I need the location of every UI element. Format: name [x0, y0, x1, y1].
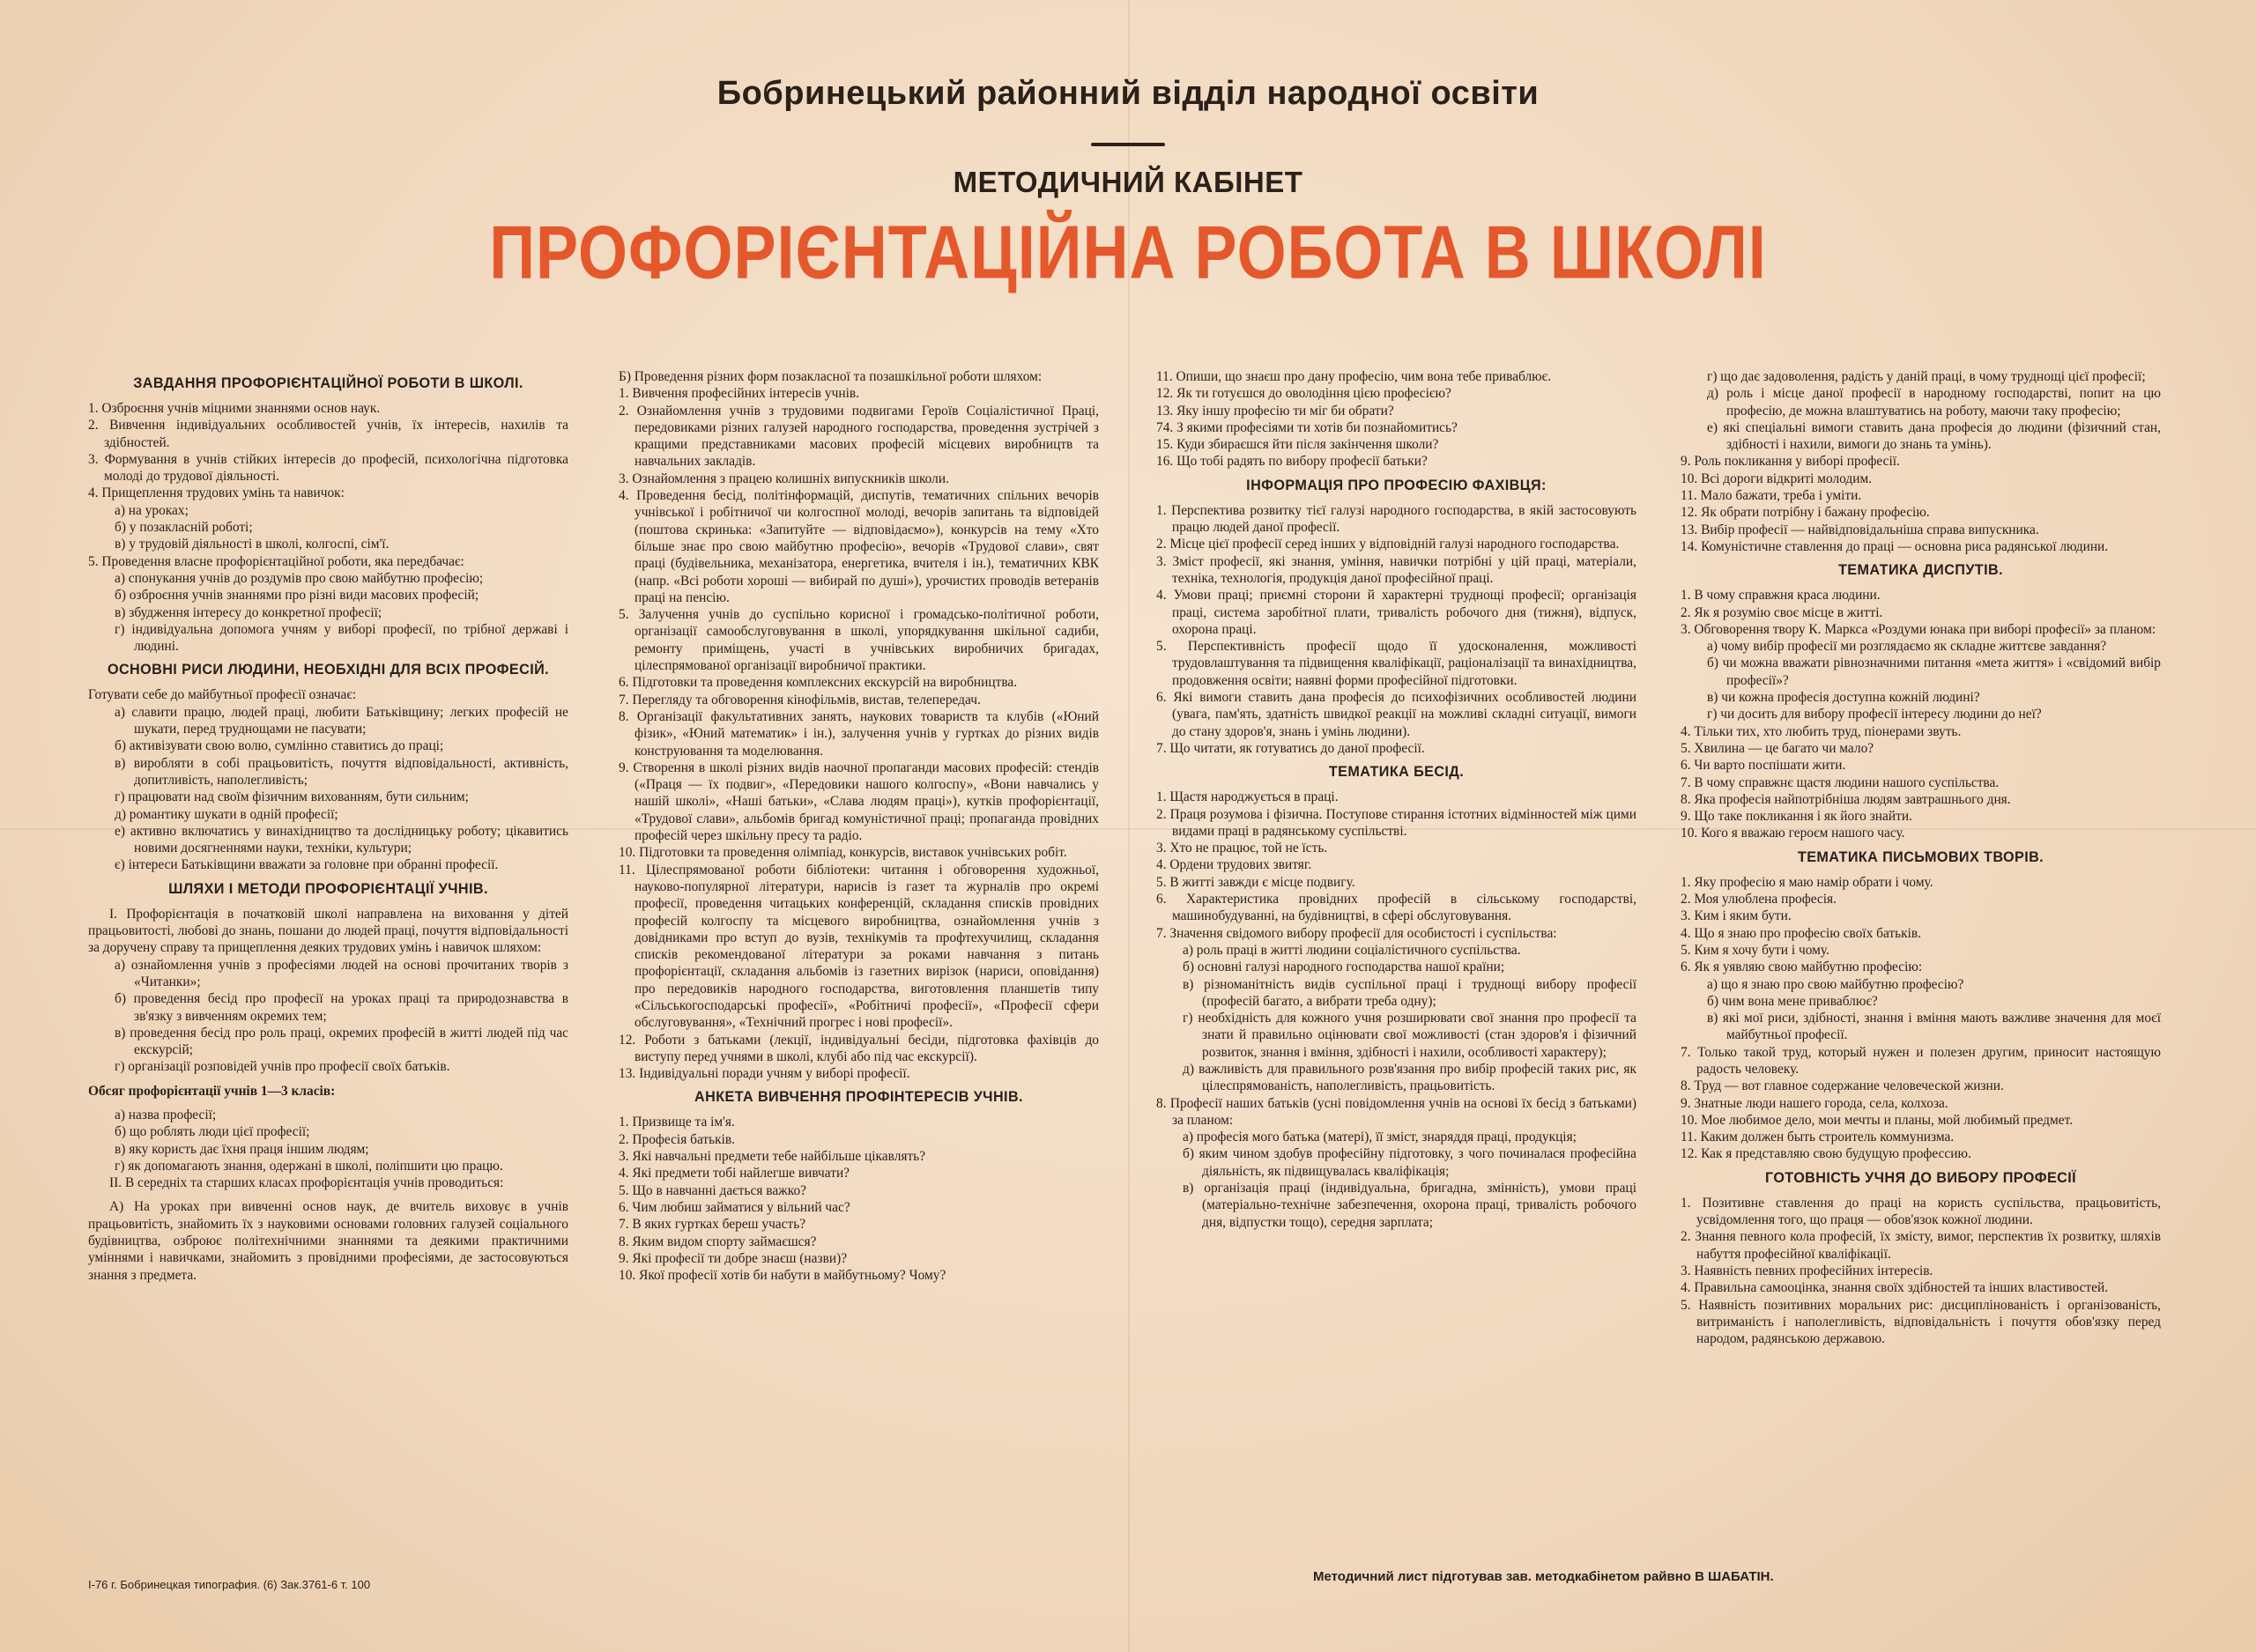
paragraph: II. В середніх та старших класах профорієнтація учнів проводиться: [109, 1175, 504, 1191]
list-item: 2. Моя улюблена професія. [1681, 892, 1837, 907]
list-item: 4. Які предмети тобі найлегше вивчати? [619, 1166, 850, 1182]
sub-item: б) проведення бесід про професії на уроках праці та природознавства в зв'язку з вивченням окремих тем; [115, 991, 568, 1024]
list-item: 3. Формування в учнів стійких інтересів до професій, психологічна підготовка молоді до трудової діяльності. [88, 451, 568, 485]
section-heading: ТЕМАТИКА ДИСПУТІВ. [1838, 562, 2003, 579]
organization-name: Бобринецький районний відділ народної освіти [716, 75, 1540, 112]
sub-item: д) роль і місце даної професії в народному господарстві, попит на цю професію, де можна влаштуватись на роботу, маючи таку професію; [1707, 386, 2161, 419]
list-item: 15. Куди збираєшся йти після закінчення школи? [1156, 437, 1439, 453]
list-item: 7. Значення свідомого вибору професії для особистості і суспільства: [1156, 925, 1557, 941]
list-item: 7. В чому справжнє щастя людини нашого суспільства. [1681, 774, 2000, 790]
list-item: 1. Яку професію я маю намір обрати і чому. [1681, 874, 1933, 890]
paragraph: І. Профорієнтація в початковій школі направлена на виховання у дітей працьовитості, любові до знань, пошани до людей праці, почуття відповідальності за доручену справу та прищеплення деяких трудових умінь і навичок шляхом: [88, 906, 568, 956]
list-item: 4. Тільки тих, хто любить труд, піонерами звуть. [1681, 723, 1962, 739]
list-item: 10. Всі дороги відкриті молодим. [1681, 470, 1873, 486]
list-item: 3. Які навчальні предмети тебе найбільше цікавлять? [619, 1149, 926, 1165]
sub-item: в) збудження інтересу до конкретної професії; [115, 604, 382, 620]
sub-item: а) назва професії; [115, 1107, 217, 1122]
list-item: 5. Проведення власне профорієнтаційної роботи, яка передбачає: [88, 553, 464, 569]
list-item: 11. Каким должен быть строитель коммунизма. [1681, 1130, 1955, 1145]
sub-item: д) романтику шукати в одній професії; [115, 806, 338, 822]
sub-item: г) працювати над своїм фізичним вихованням, бути сильним; [115, 789, 469, 805]
section-heading: ШЛЯХИ І МЕТОДИ ПРОФОРІЄНТАЦІЇ УЧНІВ. [168, 880, 488, 897]
sub-item: є) інтереси Батьківщини вважати за головне при обранні професії. [115, 857, 499, 873]
list-item: 7. В яких гуртках береш участь? [619, 1217, 806, 1233]
list-item: 12. Как я представляю свою будущую профессию. [1681, 1146, 1971, 1162]
list-item: 7. Що читати, як готуватись до даної професії. [1156, 740, 1425, 756]
list-item: 3. Наявність певних професійних інтересів. [1681, 1263, 1933, 1278]
list-item: 5. Хвилина — це багато чи мало? [1681, 740, 1874, 756]
list-item: 14. Комуністичне ставлення до праці — основна риса радянської людини. [1681, 538, 2109, 554]
list-item: 3. Хто не працює, той не їсть. [1156, 841, 1328, 856]
section-heading: ТЕМАТИКА ПИСЬМОВИХ ТВОРІВ. [1797, 848, 2044, 865]
paragraph: Готувати себе до майбутньої професії означає: [88, 687, 357, 703]
list-item: 10. Кого я вважаю героєм нашого часу. [1681, 826, 1905, 841]
list-item: 4. Проведення бесід, політінформацій, диспутів, тематичних спільних вечорів учнівської і робітничої чи колгоспної молоді, вечорів запитань та відповідей (поштова скринька: «Запитуйте — відповідаємо»), конкурсів на тему «Хто більше знає про свою майбутню професію», вечорів «Трудової слави», свят праці (будівельника, механізатора, енергетика, вчителя і ін.), тематичних КВК (напр. «Всі роботи хороші — вибирай по душі»), урочистих проводів ветеранів праці на пенсію. [619, 488, 1099, 605]
sub-item: а) спонукання учнів до роздумів про свою майбутню професію; [115, 570, 484, 586]
sub-item: а) що я знаю про свою майбутню професію? [1707, 976, 1964, 992]
list-item: 4. Що я знаю про професію своїх батьків. [1681, 925, 1922, 941]
sub-item: б) яким чином здобув професійну підготовку, з чого починалася професійна діяльність, як підвищувалась кваліфікація; [1183, 1146, 1636, 1179]
sub-item: а) роль праці в житті людини соціалістичного суспільства. [1183, 942, 1521, 958]
list-item: 8. Труд — вот главное содержание человеческой жизни. [1681, 1078, 2004, 1094]
list-item: 13. Вибір професії — найвідповідальніша справа випускника. [1681, 522, 2039, 537]
text-column-1 [88, 368, 568, 1284]
sub-item: а) ознайомлення учнів з професіями людей на основі прочитаних творів з «Читанки»; [115, 957, 568, 989]
list-item: 2. Професія батьків. [619, 1131, 735, 1147]
list-item: 3. Ознайомлення з працею колишніх випускників школи. [619, 470, 949, 486]
list-item: 11. Опиши, що знаєш про дану професію, чим вона тебе приваблює. [1156, 369, 1552, 384]
list-item: 1. Призвище та ім'я. [619, 1115, 735, 1130]
list-item: 12. Як обрати потрібну і бажану професію. [1681, 505, 1930, 521]
text-column-3 [1156, 368, 1636, 1231]
list-item: 1. Позитивне ставлення до праці на користь суспільства, працьовитість, усвідомлення того, що праця — обов'язок кожної людини. [1681, 1195, 2161, 1228]
sub-item: б) активізувати свою волю, сумлінно ставитись до праці; [115, 738, 444, 754]
section-heading: ТЕМАТИКА БЕСІД. [1328, 764, 1465, 781]
list-item: 13. Яку іншу професію ти міг би обрати? [1156, 403, 1394, 419]
section-heading: ГОТОВНІСТЬ УЧНЯ ДО ВИБОРУ ПРОФЕСІЇ [1764, 1169, 2077, 1186]
list-item: 6. Чим любиш займатися у вільний час? [619, 1199, 850, 1215]
sub-item: в) чи кожна професія доступна кожній людині? [1707, 690, 1980, 706]
list-item: 8. Професії наших батьків (усні повідомлення учнів на основі їх бесід з батьками) за планом: [1156, 1095, 1636, 1128]
sub-item: б) основні галузі народного господарства нашої країни; [1183, 959, 1505, 975]
list-item: 9. Які професії ти добре знаєш (назви)? [619, 1250, 848, 1266]
sub-item: в) у трудовій діяльності в школі, колгоспі, сім'ї. [115, 537, 390, 552]
list-item: 10. Мое любимое дело, мои мечты и планы, мой любимый предмет. [1681, 1112, 2073, 1128]
list-item: 12. Роботи з батьками (лекції, індивідуальні бесіди, підготовка фахівців до виступу перед учнями в школі, клубі або під час екскурсії). [619, 1032, 1099, 1064]
paragraph: А) На уроках при вивченні основ наук, де вчитель виховує в учнів працьовитість, знайомить їх з науковими основами головних галузей соціального будівництва, озброює політехнічними знаннями та деякими практичними уміннями і навичками, знайомить з провідними професіями, де застосовуються знання з предмета. [88, 1199, 568, 1283]
list-item: 9. Роль покликання у виборі професії. [1681, 454, 1900, 470]
list-item: 6. Як я уявляю свою майбутню професію: [1681, 959, 1923, 975]
paragraph: Б) Проведення різних форм позакласної та позашкільної роботи шляхом: [619, 369, 1043, 384]
list-item: 2. Місце цієї професії серед інших у відповідній галузі народного господарства. [1156, 537, 1620, 552]
spacer [88, 1076, 568, 1083]
list-item: 3. Обговорення твору К. Маркса «Роздуми юнака при виборі професії» за планом: [1681, 621, 2156, 637]
list-item: 74. З якими професіями ти хотів би познайомитись? [1156, 419, 1458, 435]
list-item: 4. Правильна самооцінка, знання своїх здібностей та інших властивостей. [1681, 1280, 2109, 1296]
list-item: 13. Індивідуальні поради учням у виборі професії. [619, 1066, 910, 1082]
text-column-2 [619, 368, 1099, 1284]
sub-item: в) яку користь дає їхня праця іншим людям; [115, 1141, 369, 1157]
list-item: 1. Озброєння учнів міцними знаннями основ наук. [88, 401, 381, 416]
list-item: 8. Організації факультативних занять, наукових товариств та клубів («Юний фізик», «Юний математик» і ін.), залучення учнів у гуртках до різних видів конструювання та моделювання. [619, 708, 1099, 759]
list-item: 6. Характеристика провідних професій в сільському господарстві, машинобудуванні, на будівництві, в сфері обслуговування. [1156, 892, 1636, 924]
list-item: 2. Знання певного кола професій, їх змісту, вимог, перспектив їх розвитку, шляхів набуття професійної кваліфікації. [1681, 1229, 2161, 1262]
bold-paragraph: Обсяг профорієнтації учнів 1—3 класів: [88, 1083, 336, 1099]
list-item: 1. В чому справжня краса людини. [1681, 588, 1881, 604]
section-heading: ІНФОРМАЦІЯ ПРО ПРОФЕСІЮ ФАХІВЦЯ: [1246, 477, 1547, 493]
sub-item: д) важливість для правильного розв'язання про вибір професій таких рис, як цілеспрямованість, наполегливість, працьовитість. [1183, 1061, 1636, 1094]
list-item: 2. Вивчення індивідуальних особливостей учнів, їх інтересів, нахилів та здібностей. [88, 418, 568, 450]
text-column-4 [1681, 368, 2161, 1347]
sub-item: е) які спеціальні вимоги ставить дана професія до людини (фізичний стан, здібності і нахили, вимоги до знань та умінь). [1707, 419, 2161, 453]
list-item: 3. Ким і яким бути. [1681, 908, 1792, 924]
list-item: 1. Вивчення професійних інтересів учнів. [619, 386, 859, 402]
list-item: 8. Яким видом спорту займаєшся? [619, 1233, 817, 1249]
document-header [0, 75, 2256, 295]
print-info: І-76 г. Бобринецкая типография. (6) Зак.3761-6 т. 100 [88, 1578, 371, 1591]
list-item: 16. Що тобі радять по вибору професії батьки? [1156, 454, 1428, 470]
list-item: 5. В житті завжди є місце подвигу. [1156, 874, 1355, 890]
sub-item: г) що дає задоволення, радість у даній праці, в чому труднощі цієї професії; [1707, 369, 2146, 384]
sub-item: г) організації розповідей учнів про професії своїх батьків. [115, 1059, 450, 1075]
sub-item: г) індивідуальна допомога учням у виборі професії, по трібної державі і людині. [115, 621, 568, 655]
sub-item: е) активно включатись у винахідництво та дослідницьку роботу; цікавитись новими досягненнями науки, техніки, культури; [115, 823, 568, 856]
sub-item: б) озброєння учнів знаннями про різні види масових професій; [115, 588, 479, 604]
sub-item: в) організація праці (індивідуальна, бригадна, змінність), умови праці (матеріально-технічне забезпечення, охорона праці, тривалість робочого дня, відпустки тощо), середня зарплата; [1183, 1181, 1636, 1230]
list-item: 11. Мало бажати, треба і уміти. [1681, 488, 1862, 504]
sub-item: а) професія мого батька (матері), її зміст, знаряддя праці, продукція; [1183, 1130, 1577, 1145]
sub-item: г) як допомагають знання, одержані в школі, поліпшити цю працю. [115, 1158, 503, 1174]
list-item: 8. Яка професія найпотрібніша людям завтрашнього дня. [1681, 791, 2011, 807]
sub-item: а) чому вибір професії ми розглядаємо як складне життєве завдання? [1707, 639, 2107, 655]
cabinet-name: МЕТОДИЧНИЙ КАБІНЕТ [953, 166, 1303, 198]
list-item: 10. Підготовки та проведення олімпіад, конкурсів, виставок учнівських робіт. [619, 845, 1067, 861]
list-item: 4. Умови праці; приємні сторони й характерні труднощі професії; організація праці, система заробітної плати, тривалість робочого дня (тижня), відпуск, охорона праці. [1156, 588, 1636, 637]
list-item: 7. Перегляду та обговорення кінофільмів, вистав, телепередач. [619, 692, 981, 707]
list-item: 9. Знатные люди нашего города, села, колхоза. [1681, 1095, 1948, 1111]
list-item: 9. Що таке покликання і як його знайти. [1681, 809, 1912, 825]
list-item: 4. Ордени трудових звитяг. [1156, 857, 1312, 873]
list-item: 6. Які вимоги ставить дана професія до психофізичних особливостей людини (увага, пам'ять, здатність швидкої реакції на можливі складні ситуації, вимоги до стану здоров'я, знань і умінь людини). [1156, 690, 1636, 739]
author-credit: Методичний лист підготував зав. методкабінетом райвно В ШАБАТІН. [1313, 1569, 1774, 1584]
header-divider [1091, 143, 1165, 146]
spacer [88, 1100, 568, 1107]
list-item: 5. Що в навчанні дається важко? [619, 1182, 807, 1198]
sub-item: в) які мої риси, здібності, знання і вміння мають важливе значення для моєї майбутньої професії. [1707, 1011, 2161, 1043]
sub-item: г) необхідність для кожного учня розширювати свої знання про професії та знати й правильно оцінювати свої можливості (стан здоров'я і фізичний розвиток, знання і вміння, здібності і нахили, особливості характеру); [1183, 1011, 1636, 1060]
list-item: 2. Ознайомлення учнів з трудовими подвигами Героїв Соціалістичної Праці, передовиками різних галузей народного господарства, проведення зустрічей з кращими представниками масових професій місцевих виробництв та навчальних закладів. [619, 403, 1099, 470]
section-heading: ЗАВДАННЯ ПРОФОРІЄНТАЦІЙНОЇ РОБОТИ В ШКОЛІ. [133, 375, 523, 391]
list-item: 5. Наявність позитивних моральних рис: дисциплінованість і організованість, витриманість і наполегливість, відповідальність і почуття обов'язку перед народом, радянською державою. [1681, 1297, 2161, 1347]
sub-item: в) різноманітність видів суспільної праці і труднощі вибору професії (професій багато, а вибрати треба одну); [1183, 976, 1636, 1009]
list-item: 1. Щастя народжується в праці. [1156, 789, 1339, 805]
list-item: 2. Як я розумію своє місце в житті. [1681, 604, 1883, 620]
list-item: 5. Залучення учнів до суспільно корисної і громадсько-політичної роботи, організації самообслуговування в школі, упорядкування шкільної садиби, ремонту приміщень, участі в учнівських виробничих бригадах, цілеспрямованої організації виробничої практики. [619, 607, 1099, 674]
sub-item: в) виробляти в собі працьовитість, почуття відповідальності, активність, допитливість, наполегливість; [115, 755, 568, 788]
list-item: 6. Чи варто поспішати жити. [1681, 758, 1846, 774]
list-item: 2. Праця розумова і фізична. Поступове стирання істотних відмінностей між цими видами праці в радянському суспільстві. [1156, 806, 1636, 839]
list-item: 1. Перспектива розвитку тієї галузі народного господарства, в якій застосовують працю людей даної професії. [1156, 502, 1636, 536]
list-item: 4. Прищеплення трудових умінь та навичок: [88, 485, 345, 501]
list-item: 9. Створення в школі різних видів наочної пропаганди масових професій: стендів («Праця — їх подвиг», «Передовики нашого колгоспу», «Вони навчались у нашій школі», «Наші батьки», «Слава людям праці»), кутків профорієнтації, «Трудової слави», альбомів бригад комуністичної праці; пропаганда провідних професій через шкільну пресу та радіо. [619, 759, 1099, 844]
sub-item: б) що роблять люди цієї професії; [115, 1124, 310, 1140]
list-item: 6. Підготовки та проведення комплексних екскурсій на виробництва. [619, 675, 1018, 691]
sub-item: б) чим вона мене приваблює? [1707, 993, 1878, 1009]
document-title: ПРОФОРІЄНТАЦІЙНА РОБОТА В ШКОЛІ [489, 211, 1767, 295]
sub-item: г) чи досить для вибору професії інтересу людини до неї? [1707, 707, 2042, 722]
list-item: 7. Только такой труд, который нужен и полезен другим, приносит настоящую радость человеку. [1681, 1044, 2161, 1077]
sub-item: а) на уроках; [115, 502, 189, 518]
section-heading: ОСНОВНІ РИСИ ЛЮДИНИ, НЕОБХІДНІ ДЛЯ ВСІХ ПРОФЕСІЙ. [107, 662, 550, 678]
list-item: 3. Зміст професії, які знання, уміння, навички потрібні у цій праці, матеріали, техніка, технологія, продукція даної професійної праці. [1156, 553, 1636, 586]
section-heading: АНКЕТА ВИВЧЕННЯ ПРОФІНТЕРЕСІВ УЧНІВ. [694, 1089, 1023, 1106]
list-item: 12. Як ти готуєшся до оволодіння цією професією? [1156, 386, 1451, 402]
list-item: 11. Цілеспрямованої роботи бібліотеки: читання і обговорення художньої, науково-популярної літератури, нарисів із газет та журналів про окремі професії, проведення читацьких конференцій, складання списків провідних професій колгоспу та місцевого виробництва, ознайомлення учнів з довідниками про вступ до вузів, технікумів та профтехучилищ, складання списків рекомендованої літератури за роками навчання з питань профорієнтації, складання альбомів із газетних вирізок (нариси, оповідання) про передовиків народного господарства, виготовлення планшетів типу «Сільськогосподарські професії», «Робітничі професії», «Професії сфери обслуговування», «Технічний прогрес і нові професії». [619, 862, 1099, 1031]
sub-item: б) у позакласній роботі; [115, 520, 253, 536]
sub-item: б) чи можна вважати рівнозначними питання «мета життя» і «свідомий вибір професії»? [1707, 656, 2161, 688]
list-item: 5. Ким я хочу бути і чому. [1681, 942, 1829, 958]
spacer [88, 1191, 568, 1198]
sub-item: в) проведення бесід про роль праці, окремих професій в житті людей під час екскурсій; [115, 1025, 568, 1058]
sub-item: а) славити працю, людей праці, любити Батьківщину; легких професій не шукати, перед труднощами не пасувати; [115, 704, 568, 737]
list-item: 10. Якої професії хотів би набути в майбутньому? Чому? [619, 1268, 946, 1284]
list-item: 5. Перспективність професії щодо її удосконалення, можливості трудовлаштування та підвищення кваліфікації, раціоналізації та винахідництва, продовження освіти; наявні форми професійної підготовки. [1156, 639, 1636, 688]
